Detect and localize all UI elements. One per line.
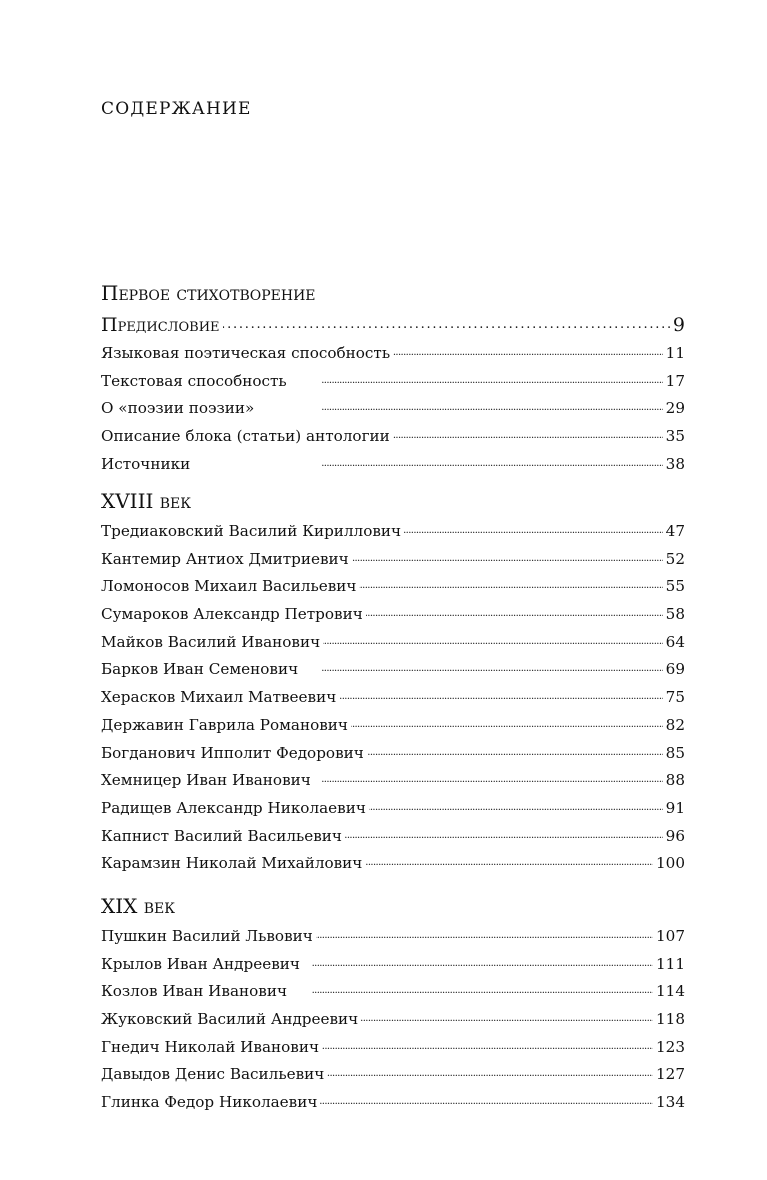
toc-entry[interactable] <box>101 923 685 951</box>
toc-entry-page: 55 <box>665 577 685 596</box>
toc-entry-page: 11 <box>665 344 685 362</box>
toc-entry[interactable] <box>101 310 685 340</box>
section-heading-word: век <box>143 894 176 918</box>
toc-entry-page: 75 <box>665 688 685 707</box>
dot-leader <box>290 371 663 386</box>
toc-entry-title: Радищев Александр Николаевич <box>101 798 366 817</box>
dot-leader <box>359 576 662 591</box>
toc-entry-title: Жуковский Василий Андреевич <box>101 1010 359 1029</box>
dot-leader <box>223 312 670 331</box>
dot-leader <box>320 1092 653 1107</box>
toc-entry[interactable] <box>101 850 685 878</box>
toc-section-18th-century <box>101 488 685 878</box>
toc-entry-page: 118 <box>656 1010 685 1029</box>
toc-entry-title: Глинка Федор Николаевич <box>101 1093 318 1112</box>
toc-entry[interactable] <box>101 1089 685 1117</box>
toc-entry[interactable] <box>101 629 685 657</box>
dot-leader <box>301 659 663 674</box>
toc-entry-page: 107 <box>656 927 685 945</box>
toc-entry[interactable] <box>101 767 685 795</box>
section-heading <box>101 893 685 921</box>
toc-entry[interactable] <box>101 978 685 1006</box>
toc-entry[interactable] <box>101 1061 685 1089</box>
toc-entry-title: Пушкин Василий Львович <box>101 927 313 945</box>
dot-leader <box>290 981 653 996</box>
toc-entry-title: Козлов Иван Иванович <box>101 982 287 1001</box>
dot-leader <box>365 853 653 868</box>
toc-entry-page: 47 <box>665 522 685 540</box>
dot-leader <box>393 426 663 441</box>
toc-entry[interactable] <box>101 546 685 574</box>
toc-entry-title: Предисловие <box>101 314 220 336</box>
toc-entry-page: 35 <box>665 427 685 446</box>
toc-entry-title: Хемницер Иван Иванович <box>101 771 311 790</box>
toc-entry-page: 9 <box>672 314 685 336</box>
toc-entry[interactable] <box>101 518 685 546</box>
toc-entry-title: Текстовая способность <box>101 371 287 390</box>
toc-entry[interactable] <box>101 451 685 479</box>
dot-leader <box>404 521 663 536</box>
toc-section-19th-century <box>101 893 685 1117</box>
toc-entry-page: 29 <box>665 399 685 418</box>
toc-entry-title: Ломоносов Михаил Васильевич <box>101 577 357 596</box>
dot-leader <box>339 687 662 702</box>
dot-leader <box>303 954 653 969</box>
toc-entry-title: Кантемир Антиох Дмитриевич <box>101 549 349 568</box>
dot-leader <box>369 798 663 813</box>
toc-entry-page: 69 <box>665 660 685 679</box>
toc-entry-page: 100 <box>656 854 685 873</box>
toc-entry-title: Барков Иван Семенович <box>101 660 299 679</box>
toc-entry-page: 58 <box>665 605 685 624</box>
toc-entry[interactable] <box>101 951 685 979</box>
dot-leader <box>314 770 663 785</box>
toc-entry-page: 96 <box>665 826 685 845</box>
section-heading <box>101 488 685 516</box>
toc-entry-title: Майков Василий Иванович <box>101 632 321 651</box>
dot-leader <box>327 1064 653 1079</box>
toc-entry-page: 82 <box>665 715 685 734</box>
toc-entry[interactable] <box>101 712 685 740</box>
toc-entry-title: Тредиаковский Василий Кириллович <box>101 522 402 540</box>
dot-leader <box>366 604 663 619</box>
toc-entry-title: Источники <box>101 454 191 473</box>
dot-leader <box>323 632 663 647</box>
toc-entry[interactable] <box>101 1034 685 1062</box>
toc-entry[interactable] <box>101 395 685 423</box>
toc-entry[interactable] <box>101 740 685 768</box>
dot-leader <box>361 1009 653 1024</box>
toc-entry-title: Богданович Ипполит Федорович <box>101 743 364 762</box>
toc-entry-page: 134 <box>656 1093 685 1112</box>
toc-entry[interactable] <box>101 795 685 823</box>
toc-entry[interactable] <box>101 601 685 629</box>
toc-entry-title: О «поэзии поэзии» <box>101 399 255 418</box>
toc-entry[interactable] <box>101 656 685 684</box>
toc-entry-page: 111 <box>656 954 685 973</box>
dot-leader <box>322 1037 653 1052</box>
toc-entry-title: Описание блока (статьи) антологии <box>101 427 390 446</box>
dot-leader <box>393 343 663 358</box>
toc-entry-title: Языковая поэтическая способность <box>101 344 391 362</box>
toc-entry-title: Крылов Иван Андреевич <box>101 954 300 973</box>
toc-entry-title: Сумароков Александр Петрович <box>101 605 363 624</box>
dot-leader <box>257 398 662 413</box>
section-heading-text: Первое стихотворение <box>101 281 316 305</box>
toc-entry-title: Державин Гаврила Романович <box>101 715 348 734</box>
toc-entry-page: 38 <box>665 454 685 473</box>
section-heading-numeral: XVIII <box>101 489 154 513</box>
dot-leader <box>316 926 653 941</box>
dot-leader <box>351 715 663 730</box>
toc-entry-page: 127 <box>656 1065 685 1084</box>
page-title: СОДЕРЖАНИЕ <box>101 99 252 119</box>
toc-entry-page: 52 <box>665 549 685 568</box>
toc-entry-page: 64 <box>665 632 685 651</box>
toc-entry[interactable] <box>101 684 685 712</box>
toc-entry-title: Гнедич Николай Иванович <box>101 1037 319 1056</box>
toc-entry[interactable] <box>101 423 685 451</box>
toc-entry-page: 85 <box>665 743 685 762</box>
toc-entry-page: 91 <box>665 798 685 817</box>
toc-entry-page: 88 <box>665 771 685 790</box>
dot-leader <box>193 454 662 469</box>
toc-entry-page: 17 <box>665 371 685 390</box>
toc-entry-page: 114 <box>656 982 685 1001</box>
toc-entry-title: Капнист Василий Васильевич <box>101 826 342 845</box>
toc-entry[interactable] <box>101 340 685 368</box>
toc-entry[interactable] <box>101 573 685 601</box>
dot-leader <box>352 549 663 564</box>
dot-leader <box>367 742 663 757</box>
toc-entry[interactable] <box>101 1006 685 1034</box>
section-heading-word: век <box>159 489 192 513</box>
section-heading <box>101 280 685 308</box>
toc-entry-page: 123 <box>656 1037 685 1056</box>
section-heading-numeral: XIX <box>101 894 138 918</box>
toc-entry[interactable] <box>101 368 685 396</box>
toc-entry-title: Давыдов Денис Васильевич <box>101 1065 325 1084</box>
toc-entry-title: Херасков Михаил Матвеевич <box>101 688 337 707</box>
toc-entry-title: Карамзин Николай Михайлович <box>101 854 363 873</box>
dot-leader <box>345 825 663 840</box>
toc-section-first-poem <box>101 280 685 478</box>
toc-entry[interactable] <box>101 823 685 851</box>
